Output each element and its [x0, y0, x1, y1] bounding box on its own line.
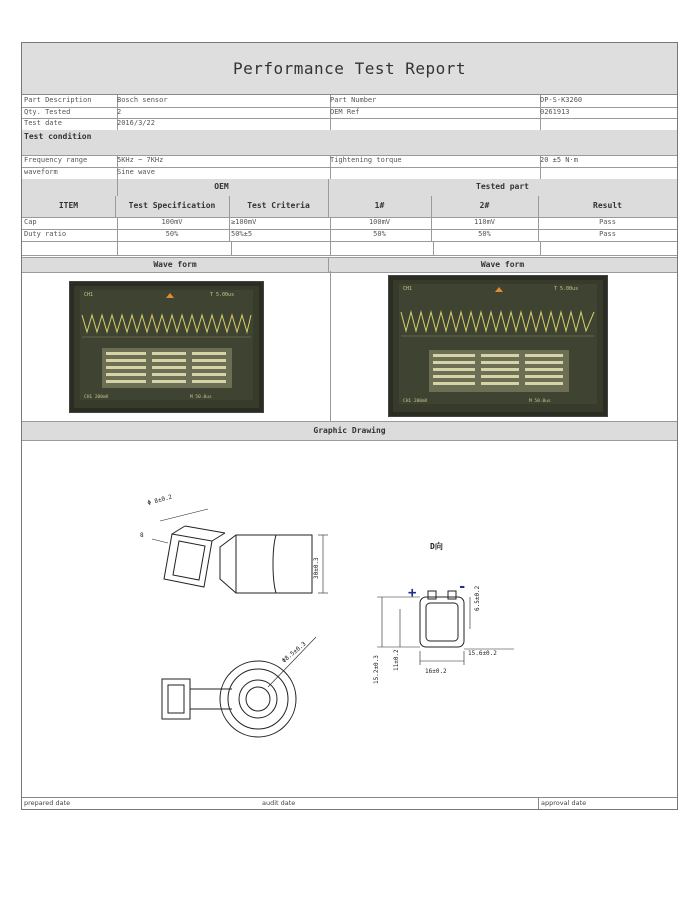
dim-terminal: 6.5±0.2 — [474, 585, 481, 611]
info-label: Part Description — [22, 95, 118, 107]
cell-spec: 100mV — [115, 217, 230, 229]
col-sample1: 1# — [328, 196, 432, 217]
info-value: Bosch sensor — [115, 95, 331, 107]
info-label: OEM Ref — [328, 107, 541, 118]
scope-timebase: M 50.0us — [529, 399, 551, 404]
results-header-row — [22, 196, 677, 218]
sensor-top-view — [162, 661, 296, 737]
info-label: Part Number — [328, 95, 541, 107]
condition-label: Tightening torque — [328, 155, 541, 167]
table-row — [22, 241, 677, 256]
blank-cell — [538, 241, 679, 255]
dim-length: 16±0.2 — [425, 668, 447, 675]
waveform-left-title: Wave form — [22, 258, 329, 272]
report-sheet — [21, 42, 678, 810]
footer-divider — [538, 798, 539, 809]
info-label: Qty. Tested — [22, 107, 118, 118]
col-item: ITEM — [22, 196, 116, 217]
minus-terminal-icon: - — [458, 579, 467, 595]
connector-end-view — [420, 591, 464, 647]
scope-timebase: M 50.0us — [190, 395, 212, 400]
dim-connector: Φ 8±0.2 — [146, 493, 173, 507]
info-value: 2 — [115, 107, 331, 118]
scope-time-label: T 5.00us — [210, 292, 235, 298]
technical-drawing — [22, 439, 677, 797]
col-spec: Test Specification — [115, 196, 230, 217]
cell-result: Pass — [599, 230, 616, 238]
dim-bore: Φ8.5±0.3 — [280, 640, 308, 665]
report-title: Performance Test Report — [22, 43, 677, 95]
cell-item: Cap — [22, 217, 118, 229]
scope-ch-label: CH1 — [84, 292, 94, 298]
cell-spec: 50% — [115, 229, 230, 241]
scope-time-label: T 5.00us — [554, 286, 579, 292]
condition-value: 20 ±5 N·m — [540, 156, 578, 164]
info-value: 0261913 — [540, 108, 570, 116]
cell-criteria: 50%±5 — [229, 229, 331, 241]
sensor-side-view — [164, 526, 312, 593]
dim-inner: 11±0.2 — [393, 649, 400, 671]
graphic-drawing-title: Graphic Drawing — [313, 426, 386, 435]
dim-height: 30±0.3 — [313, 557, 320, 579]
condition-value: 5KHz ~ 7KHz — [115, 155, 331, 167]
scope-ch-label: CH1 — [403, 286, 413, 292]
condition-value — [538, 167, 679, 179]
dim-width: 15.2±0.3 — [373, 655, 380, 684]
cell-result: Pass — [599, 218, 616, 226]
condition-value: Sine wave — [115, 167, 331, 179]
graphic-drawing-header — [22, 421, 677, 441]
dim-depth: 15.6±0.2 — [468, 650, 497, 657]
condition-label: waveform — [22, 167, 118, 179]
col-result: Result — [593, 201, 622, 210]
cell-sample2: 110mV — [431, 217, 539, 229]
plus-terminal-icon: + — [408, 585, 417, 601]
info-value — [538, 118, 679, 130]
dim-angle: 8 — [140, 532, 144, 539]
info-value: 2016/3/22 — [115, 118, 331, 130]
blank-cell — [22, 241, 118, 255]
blank-cell — [115, 241, 232, 255]
cell-criteria: ≥100mV — [229, 217, 331, 229]
info-value: DP-S-K3260 — [540, 96, 583, 104]
oscilloscope-photo-left — [69, 281, 264, 413]
prepared-date-label: prepared date — [24, 799, 71, 807]
test-condition-heading: Test condition — [24, 132, 92, 141]
blank-cell — [431, 241, 541, 255]
waveform-right-title: Wave form — [480, 260, 525, 269]
group-tested: Tested part — [476, 182, 529, 191]
blank-cell — [328, 241, 434, 255]
info-label: Test date — [22, 118, 118, 130]
scope-ch-scale: CH1 200mV — [84, 395, 109, 400]
blank-cell — [22, 179, 118, 196]
condition-label — [328, 167, 541, 179]
info-label — [328, 118, 541, 130]
signature-footer — [22, 797, 677, 810]
oscilloscope-photo-right — [388, 275, 608, 417]
results-group-header — [22, 179, 677, 197]
condition-label: Frequency range — [22, 155, 118, 167]
col-sample2: 2# — [431, 196, 539, 217]
cell-item: Duty ratio — [22, 229, 118, 241]
cell-sample2: 50% — [431, 229, 539, 241]
approval-date-label: approval date — [541, 799, 587, 807]
scope-ch-scale: CH1 200mV — [403, 399, 428, 404]
audit-date-label: audit date — [262, 799, 296, 807]
test-condition-section — [22, 130, 677, 156]
cell-sample1: 50% — [328, 229, 432, 241]
col-criteria: Test Criteria — [229, 196, 329, 217]
view-label: D向 — [430, 542, 443, 551]
cell-sample1: 100mV — [328, 217, 432, 229]
group-oem: OEM — [115, 179, 329, 196]
blank-cell — [229, 241, 331, 255]
